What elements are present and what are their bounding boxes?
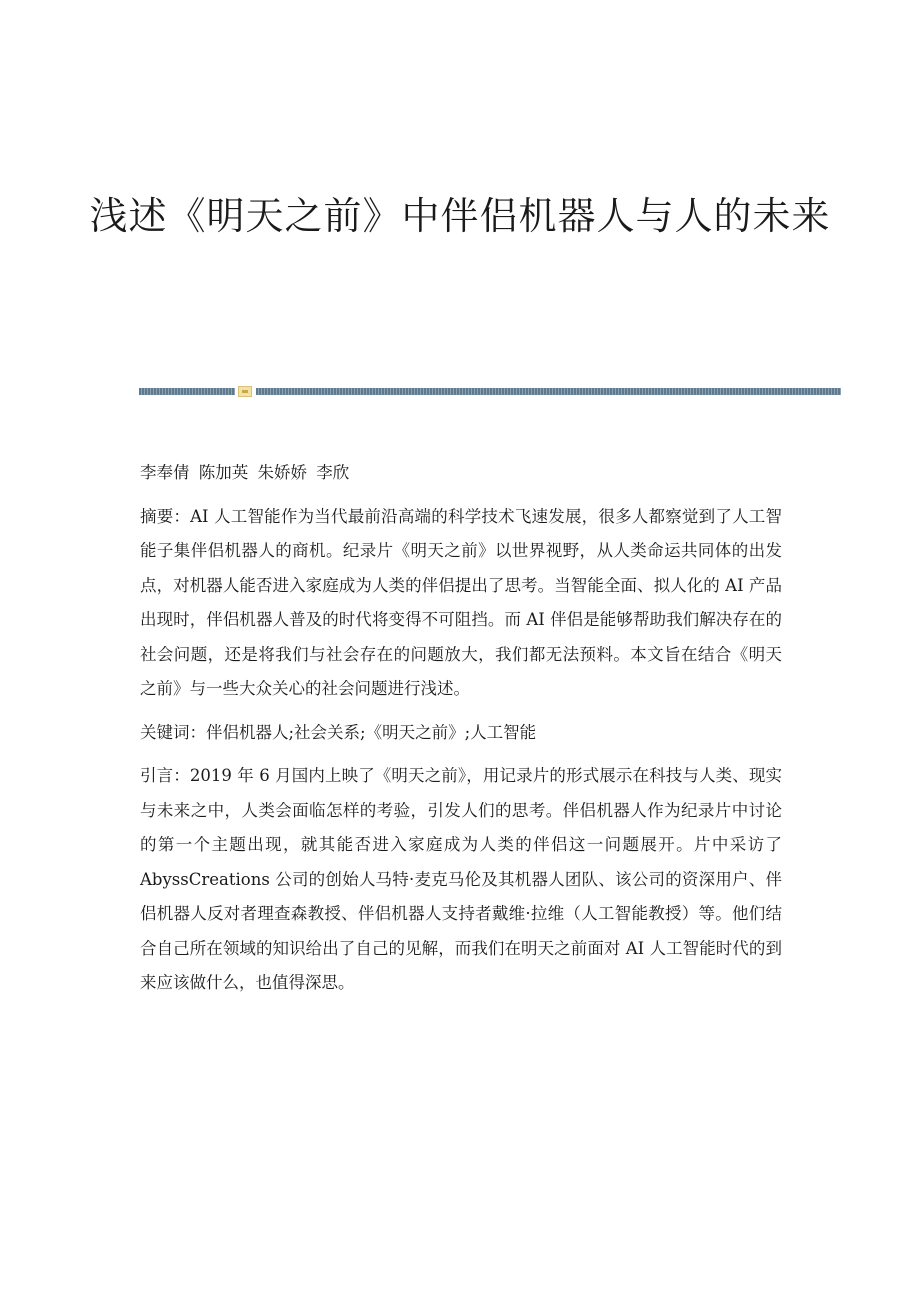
keywords-line: 关键词：伴侣机器人;社会关系;《明天之前》;人工智能 bbox=[140, 722, 537, 742]
authors-line: 李奉倩 陈加英 朱娇娇 李欣 bbox=[140, 463, 350, 482]
divider-ornament-icon bbox=[238, 386, 252, 397]
introduction-paragraph: 引言：2019 年 6 月国内上映了《明天之前》，用记录片的形式展示在科技与人类、现实与未来之中，人类会面临怎样的考验，引发人们的思考。伴侣机器人作为纪录片中讨论的第一个主题出现，就其能否进入家庭成为人类的伴侣这一问题展开。片中采访了 AbyssCreations 公司的创始人马特·麦克马伦及其机器人团队、该公司的资深用户、伴侣机器人反对者理查森教授、伴侣机器人支持者戴维·拉维（人工智能教授）等。他们结合自己所在领域的知识给出了自己的见解，而我们在明天之前面对 AI 人工智能时代的到来应该做什么，也值得深思。 bbox=[140, 766, 782, 992]
divider-bar-left bbox=[139, 388, 235, 395]
title-divider bbox=[139, 386, 841, 398]
divider-bar-right bbox=[256, 388, 841, 395]
abstract-paragraph: 摘要：AI 人工智能作为当代最前沿高端的科学技术飞速发展，很多人都察觉到了人工智能子集伴侣机器人的商机。纪录片《明天之前》以世界视野，从人类命运共同体的出发点，对机器人能否进入家庭成为人类的伴侣提出了思考。当智能全面、拟人化的 AI 产品出现时，伴侣机器人普及的时代将变得不可阻挡。而 AI 伴侣是能够帮助我们解决存在的社会问题，还是将我们与社会存在的问题放大，我们都无法预料。本文旨在结合《明天之前》与一些大众关心的社会问题进行浅述。 bbox=[140, 506, 782, 698]
document-title: 浅述《明天之前》中伴侣机器人与人的未来 bbox=[89, 194, 831, 238]
document-body bbox=[140, 456, 782, 1010]
